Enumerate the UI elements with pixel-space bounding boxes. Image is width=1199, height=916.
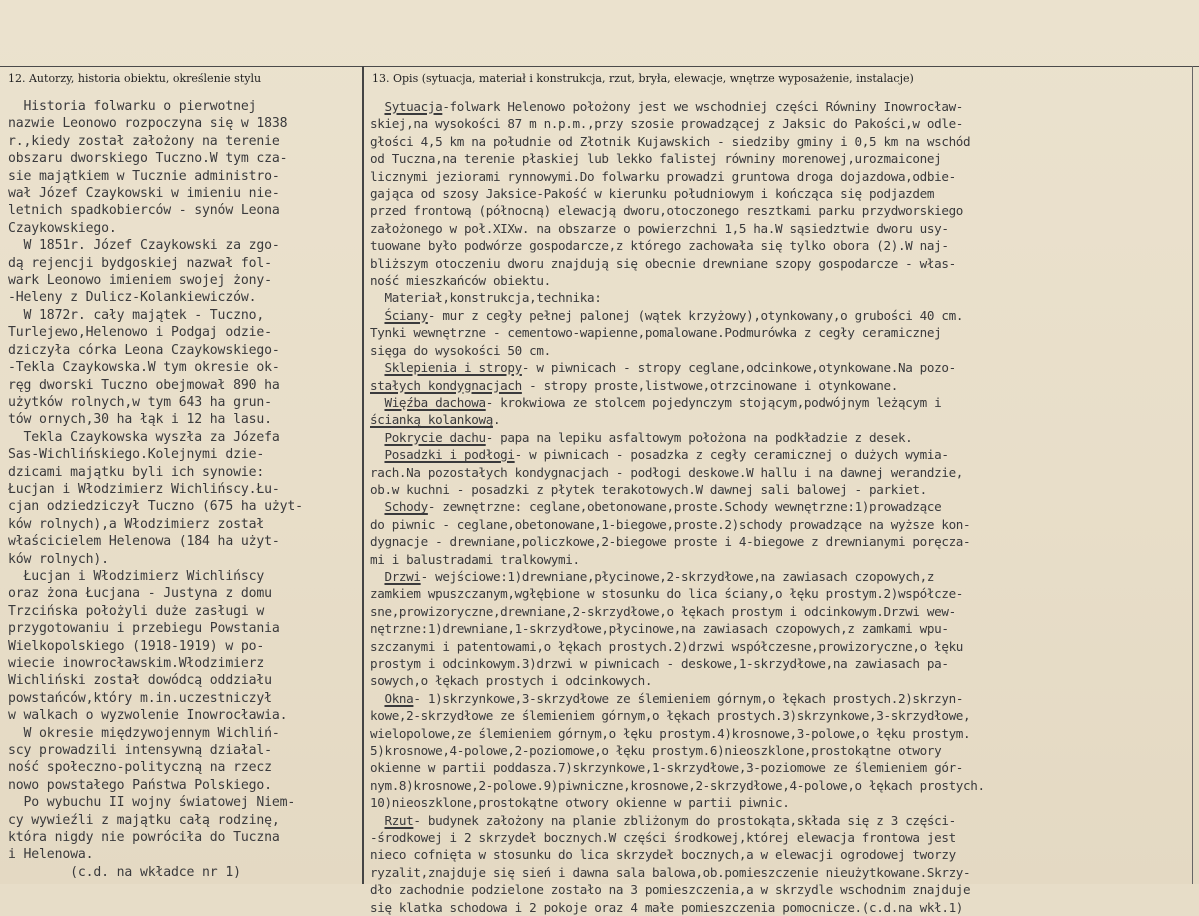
line-text: - budynek założony na planie zbliżonym do prostokąta,składa się z 3 części-: [413, 812, 956, 828]
text-line: przygotowaniu i przebiegu Powstania: [8, 621, 280, 637]
text-line: Czaykowskiego.: [8, 220, 117, 236]
text-line: Łucjan i Włodzimierz Wichlińscy: [8, 568, 265, 584]
text-line: [370, 307, 1195, 324]
line-text: - zewnętrzne: ceglane,obetonowane,proste.Schody wewnętrzne:1)prowadzące: [427, 499, 942, 515]
line-text: prostym i odcinkowym.3)drzwi w piwnicach - deskowe,1-skrzydłowe,na zawiasach pa-: [370, 656, 949, 671]
text-line: [370, 255, 1195, 272]
text-line: scy prowadzili intensywną działal-: [8, 743, 272, 759]
line-text: - mur z cegły pełnej palonej (wątek krzyżowy),otynkowany,o grubości 40 cm.: [427, 307, 964, 323]
column-divider: [362, 66, 364, 884]
text-line: dzicami majątku byli ich synowie:: [8, 464, 265, 480]
line-text: -folwark Helenowo położony jest we wschodniej części Równiny Inowrocław-: [442, 99, 964, 114]
section-keyword: Sytuacja: [384, 99, 443, 114]
text-line: ręg dworski Tuczno obejmował 890 ha: [8, 377, 280, 393]
line-text: -środkowej i 2 skrzydeł bocznych.W części środkowej,której elewacja frontowa jest: [370, 830, 956, 846]
right-section-heading: 13. Opis (sytuacja, materiał i konstrukcja, rzut, bryła, elewacje, wnętrze wyposażenie, instalacje): [372, 72, 914, 85]
text-line: [370, 533, 1195, 550]
line-text: od Tuczna,na terenie płaskiej lub lekko falistej równiny morenowej,urozmaiconej: [370, 151, 942, 167]
section-keyword: Schody: [384, 499, 428, 515]
text-line: Po wybuchu II wojny światowej Niem-: [8, 795, 296, 811]
text-line: [370, 759, 1195, 776]
line-text: ność mieszkańców obiektu.: [370, 273, 551, 289]
text-line: [370, 237, 1195, 254]
line-text: głości 4,5 km na południe od Złotnik Kujawskich - siedziby gminy i 0,5 km na wschód: [370, 133, 971, 149]
text-line: wał Józef Czaykowski w imieniu nie-: [8, 186, 280, 202]
line-text: do piwnic - ceglane,obetonowane,1-biegowe,proste.2)schody prowadzące na wyższe kon-: [370, 516, 971, 532]
text-line: [370, 655, 1195, 672]
line-text: sowych,o łękach prostych i odcinkowych.: [370, 673, 653, 689]
text-line: dą rejencji bydgoskiej nazwał fol-: [8, 255, 272, 271]
description-text-column: [370, 98, 1195, 916]
text-line: która nigdy nie powróciła do Tuczna: [8, 830, 280, 846]
text-line: W 1872r. cały majątek - Tuczno,: [8, 307, 265, 323]
text-line: Turlejewo,Helenowo i Podgaj odzie-: [8, 325, 272, 341]
line-text: licznymi jeziorami rynnowymi.Do folwarku prowadzi gruntowa droga dojazdowa,odbie-: [370, 168, 956, 184]
text-line: użytków rolnych,w tym 643 ha grun-: [8, 394, 272, 410]
line-text: - w piwnicach - posadzka z cegły ceramicznej o dużych wymia-: [514, 447, 949, 463]
text-line: [370, 812, 1195, 829]
text-line: [370, 725, 1195, 742]
line-text: dło zachodnie podzielone zostało na 3 pomieszczenia,a w skrzydle wschodnim znajduje: [370, 882, 971, 898]
text-line: Tekla Czaykowska wyszła za Józefa: [8, 429, 280, 445]
line-text: - w piwnicach - stropy ceglane,odcinkowe,otynkowane.Na pozo-: [521, 360, 956, 376]
text-line: dziczyła córka Leona Czaykowskiego-: [8, 342, 280, 358]
section-keyword: Ściany: [384, 307, 428, 323]
line-text: sięga do wysokości 50 cm.: [370, 342, 551, 358]
line-text: się klatka schodowa i 2 pokoje oraz 4 małe pomieszczenia pomocnicze.(c.d.na wkł.1): [370, 899, 964, 915]
text-line: [370, 742, 1195, 759]
text-line: [370, 98, 1195, 115]
line-text: 5)krosnowe,4-polowe,2-poziomowe,o łęku prostym.6)nieoszklone,prostokątne otwory: [370, 743, 942, 759]
text-line: (c.d. na wkładce nr 1): [8, 864, 241, 880]
text-line: [370, 516, 1195, 533]
section-keyword: Rzut: [384, 812, 414, 828]
line-text: okienne w partii poddasza.7)skrzynkowe,1-skrzydłowe,3-poziomowe ze ślemieniem gór-: [370, 760, 964, 776]
text-line: [370, 464, 1195, 481]
text-line: [370, 864, 1195, 881]
section-keyword: Więźba dachowa: [384, 394, 486, 410]
line-text: ob.w kuchni - posadzki z płytek terakotowych.W dawnej sali balowej - parkiet.: [370, 481, 927, 497]
text-line: [370, 202, 1195, 219]
text-line: ków rolnych).: [8, 551, 109, 567]
line-text: wielopolowe,ze ślemieniem górnym,o łęku prostym.4)krosnowe,3-polowe,o łęku prostym.: [370, 725, 971, 741]
text-line: [370, 115, 1195, 132]
text-line: powstańców,który m.in.uczestniczył: [8, 690, 272, 706]
text-line: [370, 707, 1195, 724]
text-line: [370, 603, 1195, 620]
text-line: cjan odziedziczył Tuczno (675 ha użyt-: [8, 499, 303, 515]
text-line: [370, 551, 1195, 568]
text-line: [370, 794, 1195, 811]
line-text: sne,prowizoryczne,drewniane,2-skrzydłowe,o łękach prostym i odcinkowym.Drzwi wew-: [370, 603, 956, 619]
text-line: [370, 899, 1195, 916]
text-line: [370, 133, 1195, 150]
history-text-column: [8, 98, 360, 881]
text-line: nowo powstałego Państwa Polskiego.: [8, 777, 272, 793]
text-line: [370, 272, 1195, 289]
section-keyword: Pokrycie dachu: [384, 429, 486, 445]
text-line: [370, 289, 1195, 306]
line-text: bliższym otoczeniu dworu znajdują się obecnie drewniane szopy gospodarcze - włas-: [370, 255, 956, 271]
section-keyword: Okna: [384, 690, 414, 706]
text-line: [370, 394, 1195, 411]
text-line: [370, 220, 1195, 237]
line-text: - stropy proste,listwowe,otrzcinowane i otynkowane.: [521, 377, 898, 393]
section-keyword: Drzwi: [384, 568, 421, 584]
section-keyword: Posadzki i podłogi: [384, 447, 515, 463]
text-line: W 1851r. Józef Czaykowski za zgo-: [8, 238, 280, 254]
text-line: r.,kiedy został założony na terenie: [8, 133, 280, 149]
text-line: [370, 568, 1195, 585]
text-line: Łucjan i Włodzimierz Wichlińscy.Łu-: [8, 481, 280, 497]
text-line: cy wywieźli z majątku całą rodzinę,: [8, 812, 280, 828]
line-text: tuowane było podwórze gospodarcze,z którego zachowała się tylko obora (2).W naj-: [370, 238, 949, 254]
text-line: [370, 377, 1195, 394]
text-line: -Tekla Czaykowska.W tym okresie ok-: [8, 360, 280, 376]
line-text: szczanymi i patentowami,o łękach prostych.2)drzwi współczesne,prowizoryczne,o łęku: [370, 638, 964, 654]
line-text: kowe,2-skrzydłowe ze ślemieniem górnym,o łękach prostych.3)skrzynkowe,3-skrzydłowe,: [370, 708, 971, 724]
text-line: obszaru dworskiego Tuczno.W tym cza-: [8, 151, 288, 167]
line-text: zamkiem wpuszczanym,wgłębione w stosunku do lica ściany,o łęku prostym.2)współcze-: [370, 586, 964, 602]
line-text: rach.Na pozostałych kondygnacjach - podłogi deskowe.W hallu i na dawnej werandzie,: [370, 464, 964, 480]
line-text: gająca od szosy Jaksice-Pakość w kierunku południowym i kończąca się podjazdem: [370, 186, 935, 202]
text-line: wiecie inowrocławskim.Włodzimierz: [8, 656, 265, 671]
line-text: nętrzne:1)drewniane,1-skrzydłowe,płycinowe,na zawiasach czopowych,z zamkami wpu-: [370, 621, 949, 637]
text-line: [370, 359, 1195, 376]
text-line: w walkach o wyzwolenie Inowrocławia.: [8, 708, 288, 724]
text-line: [370, 411, 1195, 428]
line-text: dygnacje - drewniane,policzkowe,2-biegowe proste i 4-biegowe z drewnianymi poręcza-: [370, 534, 971, 550]
line-text: przed frontową (północną) elewacją dworu,otoczonego resztkami parku przydworskiego: [370, 203, 964, 219]
text-line: [370, 672, 1195, 689]
text-line: [370, 498, 1195, 515]
text-line: ność społeczno-polityczną na rzecz: [8, 760, 272, 776]
text-line: Sas-Wichlińskiego.Kolejnymi dzie-: [8, 447, 265, 463]
line-text: 10)nieoszklone,prostokątne otwory okienne w partii piwnic.: [370, 795, 790, 811]
text-line: [370, 185, 1195, 202]
text-line: [370, 846, 1195, 863]
section-keyword: Sklepienia i stropy: [384, 360, 522, 376]
text-line: [370, 777, 1195, 794]
text-line: Historia folwarku o pierwotnej: [8, 99, 257, 114]
line-text: ryzalit,znajduje się sień i dawna sala balowa,ob.pomieszczenie nieużytkowane.Skrzy-: [370, 864, 971, 880]
text-line: letnich spadkobierców - synów Leona: [8, 203, 280, 219]
text-line: [370, 585, 1195, 602]
text-line: Wichliński został dowódcą oddziału: [8, 673, 272, 689]
text-line: [370, 342, 1195, 359]
line-text: - krokwiowa ze stolcem pojedynczym stojącym,podwójnym leżącym i: [485, 394, 942, 410]
text-line: [370, 481, 1195, 498]
text-line: oraz żona Łucjana - Justyna z domu: [8, 586, 272, 602]
text-line: [370, 168, 1195, 185]
line-text: nym.8)krosnowe,2-polowe.9)piwniczne,krosnowe,2-skrzydłowe,4-polowe,o łękach prostych.: [370, 777, 985, 793]
line-text: Materiał,konstrukcja,technika:: [384, 290, 602, 306]
text-line: [370, 620, 1195, 637]
text-line: Trzcińska położyli duże zasługi w: [8, 603, 265, 619]
section-keyword: stałych kondygnacjach: [370, 377, 522, 393]
line-text: Tynki wewnętrzne - cementowo-wapienne,pomalowane.Podmurówka z cegły ceramicznej: [370, 325, 942, 341]
line-text: .: [492, 412, 501, 428]
left-section-heading: 12. Autorzy, historia obiektu, określenie stylu: [8, 72, 262, 85]
text-line: [370, 429, 1195, 446]
text-line: Wielkopolskiego (1918-1919) w po-: [8, 638, 265, 654]
top-rule: [0, 66, 1199, 67]
text-line: ków rolnych),a Włodzimierz został: [8, 516, 265, 532]
line-text: założonego w poł.XIXw. na obszarze o powierzchni 1,5 ha.W sąsiedztwie dworu usy-: [370, 220, 949, 236]
text-line: tów ornych,30 ha łąk i 12 ha lasu.: [8, 412, 272, 428]
text-line: [370, 638, 1195, 655]
line-text: - 1)skrzynkowe,3-skrzydłowe ze ślemieniem górnym,o łękach prostych.2)skrzyn-: [413, 690, 964, 706]
text-line: -Heleny z Dulicz-Kolankiewiczów.: [8, 290, 257, 306]
text-line: [370, 324, 1195, 341]
line-text: mi i balustradami tralkowymi.: [370, 551, 580, 567]
text-line: W okresie międzywojennym Wichliń-: [8, 725, 280, 741]
text-line: właścicielem Helenowa (184 ha użyt-: [8, 534, 280, 550]
text-line: [370, 829, 1195, 846]
text-line: [370, 150, 1195, 167]
line-text: - papa na lepiku asfaltowym położona na podkładzie z desek.: [485, 429, 913, 445]
text-line: sie majątkiem w Tucznie administro-: [8, 168, 280, 184]
section-keyword: ścianką kolankową: [370, 412, 493, 428]
text-line: i Helenowa.: [8, 847, 94, 863]
text-line: nazwie Leonowo rozpoczyna się w 1838: [8, 116, 288, 132]
text-line: wark Leonowo imieniem swojej żony-: [8, 273, 272, 289]
line-text: nieco cofnięta w stosunku do lica skrzydeł bocznych,a w elewacji ogrodowej tworzy: [370, 847, 956, 863]
text-line: [370, 690, 1195, 707]
text-line: [370, 446, 1195, 463]
line-text: - wejściowe:1)drewniane,płycinowe,2-skrzydłowe,na zawiasach czopowych,z: [420, 568, 935, 584]
line-text: skiej,na wysokości 87 m n.p.m.,przy szosie prowadzącej z Jaksic do Pakości,w odle-: [370, 116, 964, 132]
